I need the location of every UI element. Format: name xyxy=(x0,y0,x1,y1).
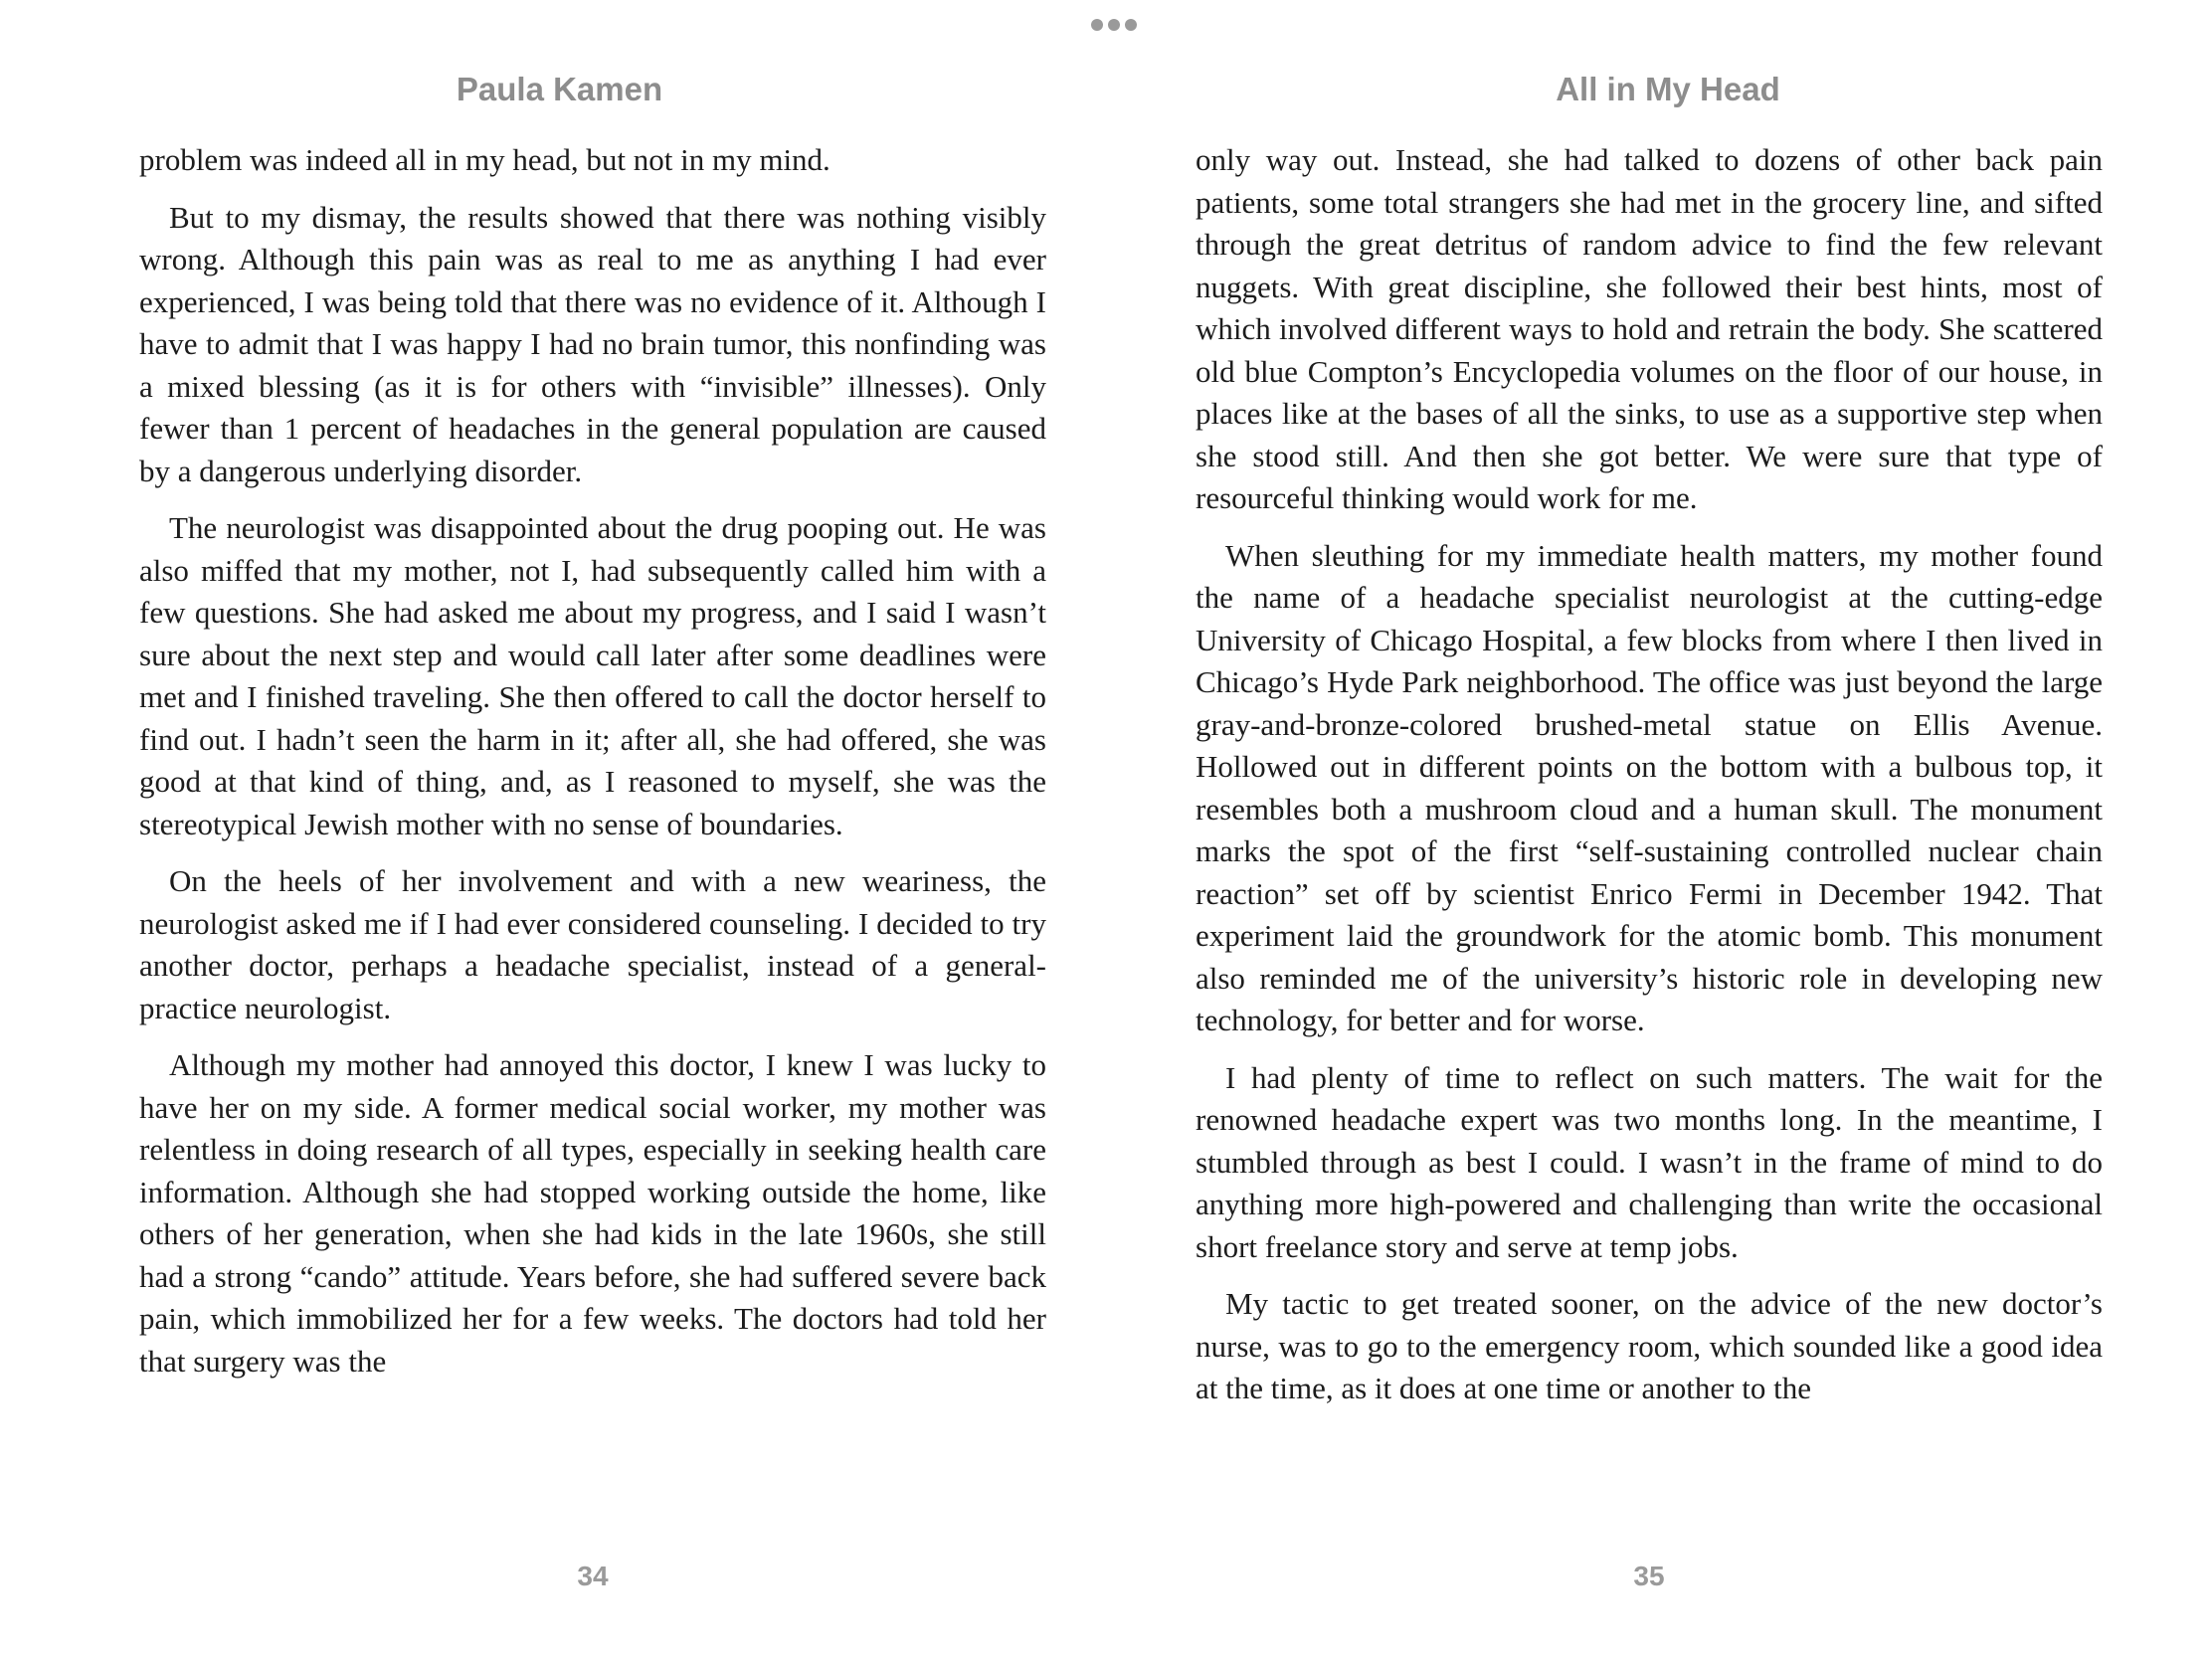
paragraph: Although my mother had annoyed this doctor, I knew I was lucky to have her on my side. A former medical social worker, my mother was relentless in doing research of all types, especially in seeking health care information. Although she had stopped working outside the home, like others of her generation, when she had kids in the late 1960s, she still had a strong “cando” attitude. Years before, she had suffered severe back pain, which immobilized her for a few weeks. The doctors had told her that surgery was the xyxy=(139,1047,1046,1379)
dot xyxy=(1091,19,1103,31)
right-running-head-title: All in My Head xyxy=(1556,71,1780,107)
left-page xyxy=(139,139,1046,1502)
left-page-number: 34 xyxy=(577,1561,609,1591)
paragraph: only way out. Instead, she had talked to dozens of other back pain patients, some total strangers she had met in the grocery line, and sifted through the great detritus of random advice to find the few relevant nuggets. With great discipline, she followed their best hints, most of which involved different ways to hold and retrain the body. She scattered old blue Compton’s Encyclopedia volumes on the floor of our house, in places like at the bases of all the sinks, to use as a supportive step when she stood still. And then she got better. We were sure that type of resourceful thinking would work for me. xyxy=(1196,142,2103,515)
paragraph: problem was indeed all in my head, but not in my mind. xyxy=(139,142,830,177)
paragraph: On the heels of her involvement and with a new weariness, the neurologist asked me if I had ever considered counseling. I decided to try another doctor, perhaps a headache specialist, instead of a general-practice neurologist. xyxy=(139,863,1046,1025)
left-running-head-author: Paula Kamen xyxy=(456,71,663,107)
paragraph: When sleuthing for my immediate health matters, my mother found the name of a headache specialist neurologist at the cutting-edge University of Chicago Hospital, a few blocks from where I then lived in Chicago’s Hyde Park neighborhood. The office was just beyond the large gray-and-bronze-colored brushed-metal statue on Ellis Avenue. Hollowed out in different points on the bottom with a bulbous top, it resembles both a mushroom cloud and a human skull. The monument marks the spot of the first “self-sustaining controlled nuclear chain reaction” set off by scientist Enrico Fermi in December 1942. That experiment laid the groundwork for the atomic bomb. This monument also reminded me of the university’s historic role in developing new technology, for better and for worse. xyxy=(1196,537,2103,1037)
paragraph: The neurologist was disappointed about the drug pooping out. He was also miffed that my mother, not I, had subsequently called him with a few questions. She had asked me about my progress, and I said I wasn’t sure about the next step and would call later after some deadlines were met and I finished traveling. She then offered to call the doctor herself to find out. I hadn’t seen the harm in it; after all, she had offered, she was good at that kind of thing, and, as I reasoned to myself, she was the stereotypical Jewish mother with no sense of boundaries. xyxy=(139,510,1046,841)
dot xyxy=(1108,19,1120,31)
dot xyxy=(1125,19,1137,31)
right-page xyxy=(1196,139,2103,1502)
more-dots-icon[interactable] xyxy=(1091,17,1137,33)
paragraph: I had plenty of time to reflect on such matters. The wait for the renowned headache expert was two months long. In the meantime, I stumbled through as best I could. I wasn’t in the frame of mind to do anything more high-powered and challenging than write the occasional short freelance story and serve at temp jobs. xyxy=(1196,1059,2103,1264)
paragraph: My tactic to get treated sooner, on the advice of the new doctor’s nurse, was to go to the emergency room, which sounded like a good idea at the time, as it does at one time or another to the xyxy=(1196,1286,2103,1405)
right-page-number: 35 xyxy=(1633,1561,1665,1591)
paragraph: But to my dismay, the results showed that there was nothing visibly wrong. Although this pain was as real to me as anything I had ever experienced, I was being told that there was no evidence of it. Although I have to admit that I was happy I had no brain tumor, this nonfinding was a mixed blessing (as it is for others with “invisible” illnesses). Only fewer than 1 percent of headaches in the general population are caused by a dangerous underlying disorder. xyxy=(139,199,1046,488)
